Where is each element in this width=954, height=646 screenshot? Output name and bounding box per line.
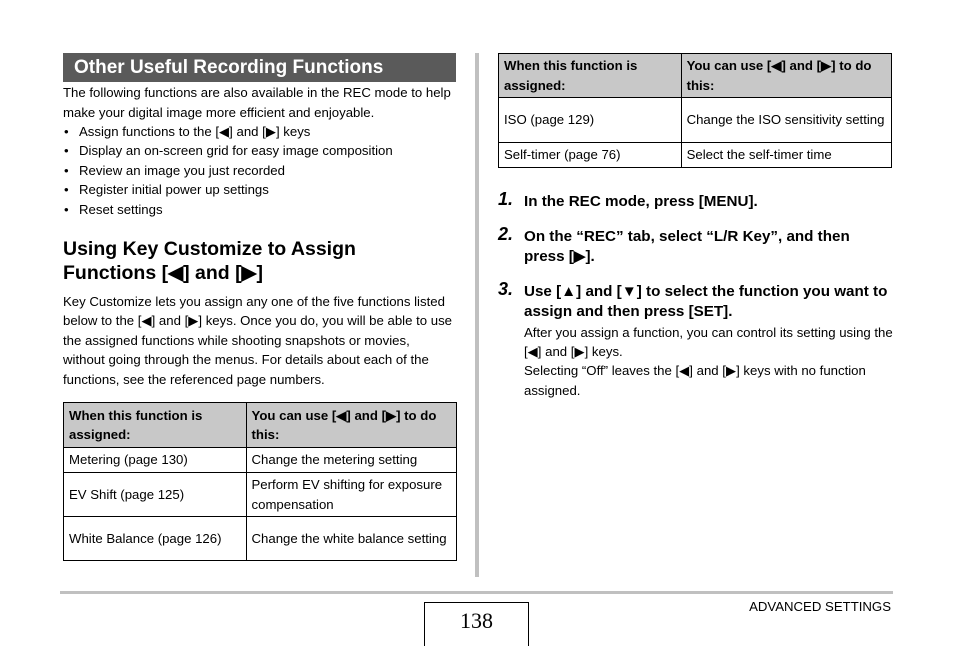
- table-row: [64, 517, 457, 561]
- step-instruction: Use [▲] and [▼] to select the function you want to assign and then press [SET].: [524, 282, 888, 320]
- table-cell: Perform EV shifting for exposure compensation: [246, 473, 456, 517]
- table-cell: ISO (page 129): [499, 98, 682, 143]
- list-item: • Review an image you just recorded: [63, 161, 453, 180]
- table-header-row: [64, 403, 457, 448]
- step-2: [498, 223, 893, 268]
- table-row: [499, 143, 892, 168]
- table-cell: White Balance (page 126): [64, 517, 247, 561]
- step-number: 2.: [498, 223, 514, 244]
- subsection-title-line1: Using Key Customize to Assign: [63, 238, 356, 260]
- list-item: • Assign functions to the [◀] and [▶] keys: [63, 122, 453, 141]
- step-number: 1.: [498, 189, 514, 209]
- step-instruction: On the “REC” tab, select “L/R Key”, and then press [▶].: [524, 227, 850, 265]
- list-item: • Display an on-screen grid for easy image composition: [63, 141, 453, 160]
- step-note: Selecting “Off” leaves the [◀] and [▶] keys with no function assigned.: [524, 363, 866, 398]
- table-cell: Self-timer (page 76): [499, 143, 682, 168]
- footer-section-label: ADVANCED SETTINGS: [749, 599, 891, 614]
- table-cell: Change the ISO sensitivity setting: [681, 98, 891, 143]
- feature-list: [63, 122, 453, 219]
- subsection-title: [63, 237, 453, 285]
- table-header-cell: You can use [◀] and [▶] to do this:: [681, 54, 891, 98]
- step-number: 3.: [498, 278, 514, 299]
- table-row: [64, 448, 457, 473]
- body-paragraph: Key Customize lets you assign any one of the five functions listed below to the [◀] and [▶] keys. Once you do, you will be able to use the assigned functions while shooting snapshots or movies, without going through the menus. For details about each of the functions, see the referenced page numbers.: [63, 294, 453, 387]
- table-row: [64, 473, 457, 517]
- function-table-left: [63, 402, 457, 561]
- table-cell: Change the metering setting: [246, 448, 456, 473]
- table-cell: EV Shift (page 125): [64, 473, 247, 517]
- page-number: 138: [424, 602, 529, 646]
- step-1: [498, 189, 893, 213]
- list-item: • Reset settings: [63, 200, 453, 219]
- section-title: Other Useful Recording Functions: [63, 53, 456, 82]
- subsection-title-line2: Functions [◀] and [▶]: [63, 262, 264, 284]
- table-header-cell: You can use [◀] and [▶] to do this:: [246, 403, 456, 448]
- intro-paragraph: The following functions are also available in the REC mode to help make your digital image more efficient and enjoyable.: [63, 85, 451, 120]
- table-header-row: [499, 54, 892, 98]
- table-row: [499, 98, 892, 143]
- step-3: [498, 278, 893, 401]
- footer-rule: [60, 591, 893, 594]
- table-header-cell: When this function is assigned:: [64, 403, 247, 448]
- table-cell: Change the white balance setting: [246, 517, 456, 561]
- table-cell: Select the self-timer time: [681, 143, 891, 168]
- list-item: • Register initial power up settings: [63, 180, 453, 199]
- procedure-steps: [498, 189, 893, 400]
- table-header-cell: When this function is assigned:: [499, 54, 682, 98]
- table-cell: Metering (page 130): [64, 448, 247, 473]
- step-instruction: In the REC mode, press [MENU].: [524, 193, 758, 210]
- column-divider: [475, 53, 479, 577]
- function-table-right: [498, 53, 892, 168]
- step-note: After you assign a function, you can control its setting using the [◀] and [▶] keys.: [524, 324, 893, 359]
